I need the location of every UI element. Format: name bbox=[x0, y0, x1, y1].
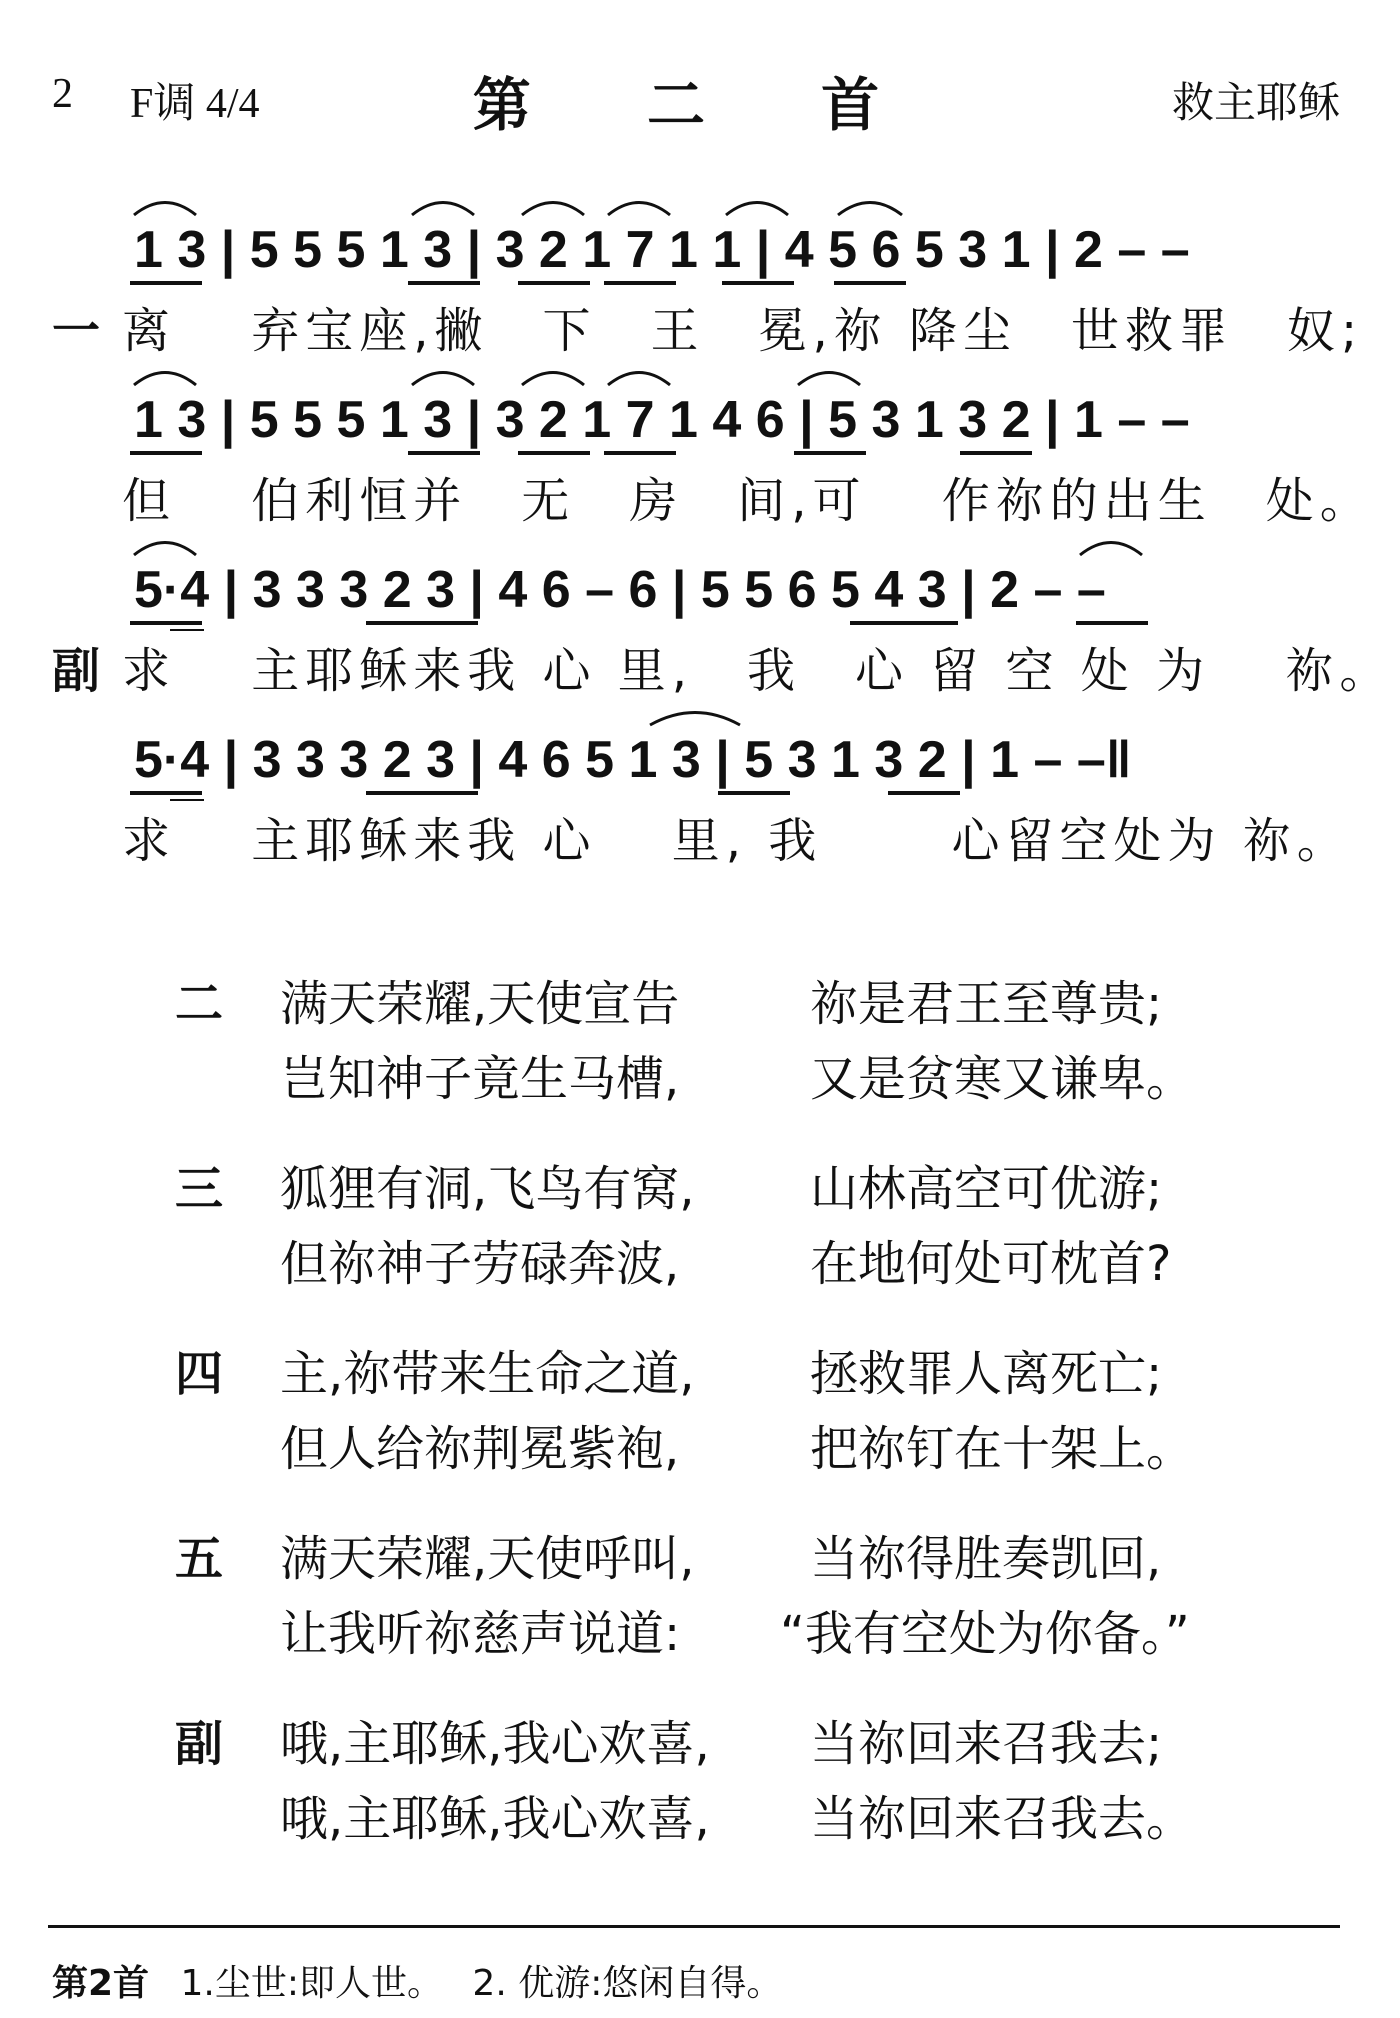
lyric-text: 求 主耶稣来我 心 里, 我 心留空处为 祢。 bbox=[122, 813, 1351, 869]
verse-label: 副 bbox=[52, 643, 101, 699]
underline-beam bbox=[794, 451, 866, 455]
verse-5-line-2-left: 让我听祢慈声说道: bbox=[280, 1606, 681, 1662]
hymn-number: 2 bbox=[52, 71, 73, 117]
underline-beam bbox=[408, 281, 480, 285]
verse-2-label: 二 bbox=[175, 976, 224, 1032]
footnote-text: 1.尘世:即人世。 2. 优游:悠闲自得。 bbox=[180, 1963, 783, 2004]
verse-2-line-1-left: 满天荣耀,天使宣告 bbox=[280, 976, 680, 1032]
underline-beam bbox=[518, 451, 590, 455]
tune-name: 救主耶稣 bbox=[1171, 78, 1340, 127]
verse-5-line-2-right: “我有空处为你备。” bbox=[780, 1606, 1190, 1662]
verse-4-label: 四 bbox=[175, 1346, 224, 1402]
underline-beam bbox=[960, 451, 1032, 455]
underline-beam bbox=[366, 621, 478, 625]
chorus-label: 副 bbox=[175, 1716, 224, 1772]
key-time-signature: F调 4/4 bbox=[130, 81, 260, 127]
underline-beam bbox=[604, 281, 676, 285]
lyric-text: 离 弃宝座,撇 下 王 冕,祢 降尘 世救罪 奴; bbox=[122, 303, 1364, 359]
verse-5-line-1-left: 满天荣耀,天使呼叫, bbox=[280, 1531, 695, 1587]
chorus-line-2-right: 当祢回来召我去。 bbox=[810, 1791, 1195, 1847]
note-group: 5·4 | 3 3 3 2 3 | 4 6 – 6 | 5 5 6 5 4 3 | 2 – – bbox=[134, 561, 1106, 619]
verse-4-line-2-left: 但人给祢荆冕紫袍, bbox=[280, 1421, 680, 1477]
lyric-line-1 bbox=[52, 292, 1364, 359]
footnote-label: 第2首 bbox=[52, 1963, 150, 2004]
underline-beam bbox=[408, 451, 480, 455]
footer-divider bbox=[48, 1925, 1340, 1928]
note-group: 1 3 | 5 5 5 1 3 | 3 2 1 7 1 1 | 4 5 6 5 3 1 | 2 – – bbox=[134, 221, 1190, 279]
verse-2-line-2-left: 岂知神子竟生马槽, bbox=[280, 1051, 680, 1107]
verse-3-line-1-right: 山林高空可优游; bbox=[810, 1161, 1163, 1217]
double-underline-beam bbox=[170, 799, 204, 801]
verse-3-line-1-left: 狐狸有洞,飞鸟有窝, bbox=[280, 1161, 695, 1217]
underline-beam bbox=[604, 451, 676, 455]
note-group: 5·4 | 3 3 3 2 3 | 4 6 5 1 3 | 5 3 1 3 2 | 1 – –‖ bbox=[134, 731, 1132, 789]
underline-beam bbox=[850, 621, 958, 625]
hymn-title: 第 二 首 bbox=[472, 71, 928, 139]
double-underline-beam bbox=[170, 629, 204, 631]
verse-4-line-1-left: 主,祢带来生命之道, bbox=[280, 1346, 695, 1402]
notation-line-4 bbox=[130, 725, 1350, 805]
verse-4-line-1-right: 拯救罪人离死亡; bbox=[810, 1346, 1163, 1402]
underline-beam bbox=[834, 281, 906, 285]
lyric-line-3 bbox=[52, 632, 1394, 699]
notation-line-3 bbox=[130, 555, 1350, 635]
underline-beam bbox=[1076, 621, 1148, 625]
chorus-line-2-left: 哦,主耶稣,我心欢喜, bbox=[280, 1791, 710, 1847]
underline-beam bbox=[718, 791, 790, 795]
chorus-line-1-right: 当祢回来召我去; bbox=[810, 1716, 1163, 1772]
underline-beam bbox=[366, 791, 478, 795]
verse-3-line-2-left: 但祢神子劳碌奔波, bbox=[280, 1236, 680, 1292]
lyric-line-4 bbox=[52, 802, 1352, 869]
chorus-line-1-left: 哦,主耶稣,我心欢喜, bbox=[280, 1716, 710, 1772]
underline-beam bbox=[130, 791, 202, 795]
verse-3-line-2-right: 在地何处可枕首? bbox=[810, 1236, 1172, 1292]
verse-label: 一 bbox=[52, 303, 101, 359]
underline-beam bbox=[888, 791, 960, 795]
footnote bbox=[52, 1955, 782, 2006]
notation-line-1 bbox=[130, 215, 1350, 295]
lyric-text: 但 伯利恒并 无 房 间,可 作祢的出生 处。 bbox=[122, 473, 1374, 529]
verse-2-line-2-right: 又是贫寒又谦卑。 bbox=[810, 1051, 1195, 1107]
lyric-text: 求 主耶稣来我 心 里, 我 心 留 空 处 为 祢。 bbox=[122, 643, 1394, 699]
underline-beam bbox=[130, 281, 202, 285]
underline-beam bbox=[130, 621, 202, 625]
verse-4-line-2-right: 把祢钉在十架上。 bbox=[810, 1421, 1195, 1477]
notation-line-2 bbox=[130, 385, 1350, 465]
note-group: 1 3 | 5 5 5 1 3 | 3 2 1 7 1 4 6 | 5 3 1 3 2 | 1 – – bbox=[134, 391, 1190, 449]
underline-beam bbox=[722, 281, 794, 285]
verse-2-line-1-right: 祢是君王至尊贵; bbox=[810, 976, 1163, 1032]
verse-5-label: 五 bbox=[175, 1531, 224, 1587]
underline-beam bbox=[518, 281, 590, 285]
lyric-line-2 bbox=[52, 462, 1374, 529]
verse-5-line-1-right: 当祢得胜奏凯回, bbox=[810, 1531, 1162, 1587]
verse-3-label: 三 bbox=[175, 1161, 224, 1217]
underline-beam bbox=[130, 451, 202, 455]
